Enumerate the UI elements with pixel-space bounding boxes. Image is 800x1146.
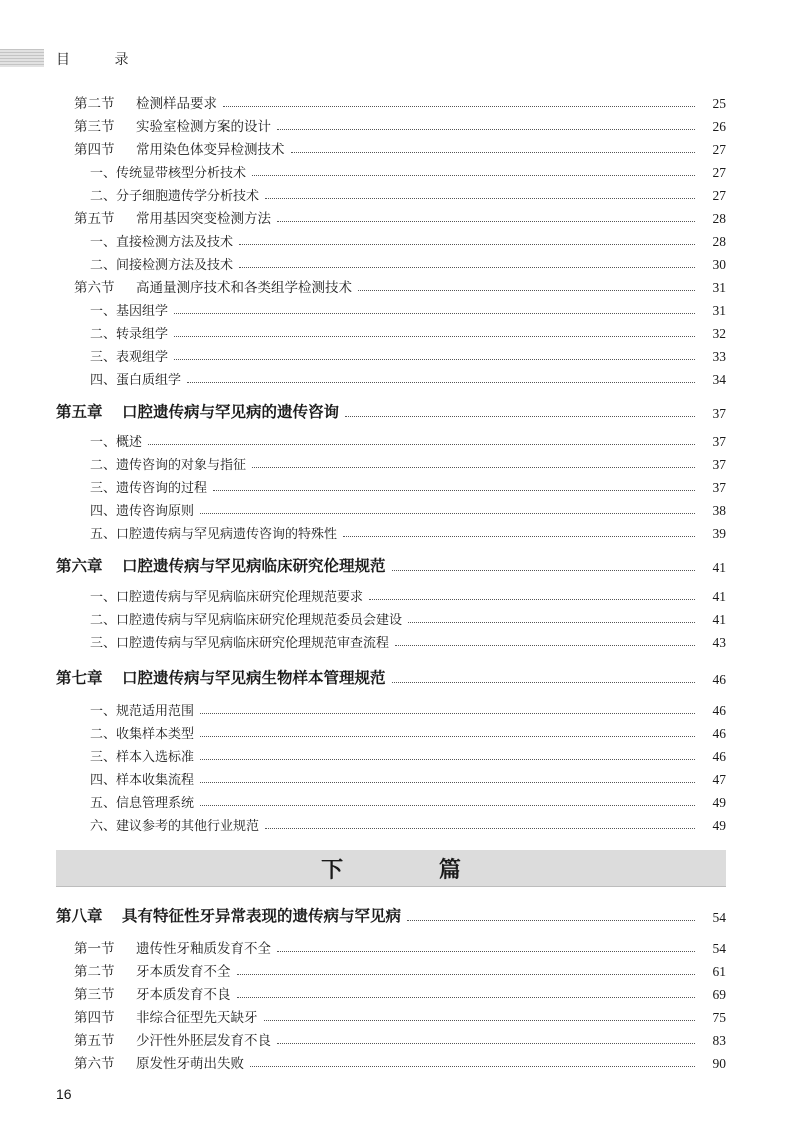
toc-entry-label — [0, 815, 259, 834]
toc-entry-label — [0, 554, 386, 576]
toc-entry-sub — [0, 320, 800, 342]
toc-entry-section — [0, 981, 800, 1003]
dot-leader — [148, 443, 695, 445]
toc-entry-section — [0, 136, 800, 158]
toc-entry-title: 一、基因组学 — [90, 304, 169, 319]
dot-leader — [200, 758, 695, 760]
dot-leader — [277, 1042, 695, 1044]
toc-entry-sub — [0, 520, 800, 542]
toc-entry-label — [0, 1029, 271, 1049]
toc-entry-page: 39 — [712, 526, 726, 541]
toc-entry-sub — [0, 428, 800, 450]
toc-entry-title: 牙本质发育不良 — [136, 987, 231, 1003]
toc-entry-label — [0, 207, 271, 227]
dot-leader — [265, 197, 695, 199]
dot-leader — [200, 712, 695, 714]
toc-entry-page: 33 — [712, 349, 726, 364]
dot-leader — [369, 598, 695, 600]
toc-entry-label — [0, 666, 386, 688]
dot-leader — [250, 1065, 695, 1067]
toc-entry-page: 54 — [712, 910, 726, 925]
toc-entry-label — [0, 792, 194, 811]
toc-entry-title: 一、概述 — [90, 435, 143, 450]
toc-entry-title: 常用染色体变异检测技术 — [136, 142, 285, 158]
toc-entry-page: 90 — [712, 1056, 726, 1071]
dot-leader — [174, 358, 695, 360]
toc-entry-sub — [0, 497, 800, 519]
header-title: 目 录 — [56, 52, 149, 68]
toc-entry-page: 32 — [712, 326, 726, 341]
toc-entry-sub — [0, 474, 800, 496]
dot-leader — [174, 335, 695, 337]
toc-entry-page: 46 — [712, 749, 726, 764]
toc-entry-page: 28 — [712, 211, 726, 226]
dot-leader — [345, 415, 695, 417]
toc-entry-title: 五、信息管理系统 — [90, 796, 195, 811]
toc-entry-page: 38 — [712, 503, 726, 518]
toc-entry-page: 27 — [712, 188, 726, 203]
toc-entry-label — [0, 769, 194, 788]
toc-entry-label — [0, 185, 259, 204]
toc-entry-label — [0, 400, 339, 422]
toc-entry-title: 常用基因突变检测方法 — [136, 211, 271, 227]
dot-leader — [277, 128, 695, 130]
toc-entry-number: 第一节 — [74, 941, 115, 957]
toc-entry-sub — [0, 182, 800, 204]
toc-entry-section — [0, 113, 800, 135]
toc-entry-label — [0, 346, 168, 365]
toc-entry-sub — [0, 789, 800, 811]
toc-entry-title: 三、口腔遗传病与罕见病临床研究伦理规范审查流程 — [90, 636, 390, 651]
toc-entry-label — [0, 723, 194, 742]
dot-leader — [252, 174, 695, 176]
toc-entry-sub — [0, 251, 800, 273]
dot-leader — [277, 220, 695, 222]
toc-entry-section — [0, 1027, 800, 1049]
toc-entry-title: 五、口腔遗传病与罕见病遗传咨询的特殊性 — [90, 527, 338, 542]
toc-entry-section — [0, 935, 800, 957]
toc-entry-label — [0, 477, 207, 496]
toc-entry-sub — [0, 629, 800, 651]
toc-entry-title: 二、间接检测方法及技术 — [90, 258, 234, 273]
toc-entry-sub — [0, 766, 800, 788]
toc-entry-page: 37 — [712, 457, 726, 472]
dot-leader — [291, 151, 696, 153]
dot-leader — [265, 827, 695, 829]
toc-entry-label — [0, 960, 231, 980]
toc-entry-number: 第二节 — [74, 96, 115, 112]
toc-entry-sub — [0, 720, 800, 742]
toc-entry-label — [0, 609, 402, 628]
toc-entry-label — [0, 586, 363, 605]
dot-leader — [200, 781, 695, 783]
toc-entry-page: 27 — [712, 165, 726, 180]
dot-leader — [395, 644, 695, 646]
toc-entry-title: 遗传性牙釉质发育不全 — [136, 941, 271, 957]
toc-entry-sub — [0, 606, 800, 628]
toc-entry-sub — [0, 812, 800, 834]
dot-leader — [223, 105, 695, 107]
toc-entry-chapter — [0, 396, 800, 422]
toc-entry-chapter — [0, 662, 800, 688]
toc-entry-page: 41 — [712, 560, 726, 575]
toc-entry-page: 25 — [712, 96, 726, 111]
toc-entry-label — [0, 138, 285, 158]
toc-entry-number: 第五章 — [56, 402, 103, 421]
toc-entry-title: 二、转录组学 — [90, 327, 169, 342]
toc-entry-page: 31 — [712, 303, 726, 318]
toc-entry-page: 27 — [712, 142, 726, 157]
toc-entry-number: 第三节 — [74, 119, 115, 135]
toc-entry-page: 26 — [712, 119, 726, 134]
toc-entry-section — [0, 90, 800, 112]
toc-entry-label — [0, 1052, 244, 1072]
page-number: 16 — [56, 1086, 72, 1102]
toc-entry-page: 83 — [712, 1033, 726, 1048]
dot-leader — [408, 621, 695, 623]
toc-entry-page: 47 — [712, 772, 726, 787]
toc-entry-title: 具有特征性牙异常表现的遗传病与罕见病 — [122, 906, 402, 925]
dot-leader — [174, 312, 695, 314]
toc-entry-label — [0, 500, 194, 519]
toc-entry-label — [0, 276, 352, 296]
toc-entry-section — [0, 274, 800, 296]
toc-entry-page: 41 — [712, 589, 726, 604]
toc-entry-label — [0, 746, 194, 765]
toc-entry-number: 第六章 — [56, 556, 103, 575]
toc-entry-page: 43 — [712, 635, 726, 650]
toc-entry-title: 原发性牙萌出失败 — [136, 1056, 244, 1072]
toc-entry-page: 54 — [712, 941, 726, 956]
toc-entry-sub — [0, 743, 800, 765]
toc-entry-page: 75 — [712, 1010, 726, 1025]
dot-leader — [343, 535, 695, 537]
toc-entry-page: 69 — [712, 987, 726, 1002]
toc-entry-number: 第二节 — [74, 964, 115, 980]
toc-entry-page: 37 — [712, 406, 726, 421]
toc-entry-title: 一、口腔遗传病与罕见病临床研究伦理规范要求 — [90, 590, 364, 605]
toc-entry-title: 六、建议参考的其他行业规范 — [90, 819, 260, 834]
toc-entry-title: 一、传统显带核型分析技术 — [90, 166, 247, 181]
toc-entry-label — [0, 300, 168, 319]
dot-leader — [239, 243, 695, 245]
toc-entry-title: 牙本质发育不全 — [136, 964, 231, 980]
toc-entry-label — [0, 92, 217, 112]
dot-leader — [239, 266, 695, 268]
toc-entry-page: 46 — [712, 703, 726, 718]
toc-entry-page: 61 — [712, 964, 726, 979]
dot-leader — [237, 996, 696, 998]
toc-entry-number: 第五节 — [74, 1033, 115, 1049]
toc-entry-title: 二、收集样本类型 — [90, 727, 195, 742]
toc-entry-sub — [0, 366, 800, 388]
toc-entry-title: 四、样本收集流程 — [90, 773, 195, 788]
toc-entry-number: 第四节 — [74, 1010, 115, 1026]
toc-entry-page: 30 — [712, 257, 726, 272]
toc-entry-title: 口腔遗传病与罕见病生物样本管理规范 — [122, 668, 386, 687]
toc-entry-title: 非综合征型先天缺牙 — [136, 1010, 258, 1026]
toc-entry-number: 第八章 — [56, 906, 103, 925]
part-banner — [56, 850, 726, 887]
toc-entry-label — [0, 632, 389, 651]
toc-entry-sub — [0, 228, 800, 250]
toc-entry-title: 口腔遗传病与罕见病的遗传咨询 — [122, 402, 340, 421]
toc-entry-label — [0, 523, 337, 542]
toc-entry-label — [0, 323, 168, 342]
dot-leader — [358, 289, 695, 291]
toc-entry-label — [0, 937, 271, 957]
toc-entry-title: 一、直接检测方法及技术 — [90, 235, 234, 250]
toc-entry-sub — [0, 451, 800, 473]
toc-entry-title: 三、样本入选标准 — [90, 750, 195, 765]
toc-entry-section — [0, 1050, 800, 1072]
toc-entry-sub — [0, 583, 800, 605]
toc-entry-label — [0, 162, 246, 181]
toc-entry-title: 三、表观组学 — [90, 350, 169, 365]
toc-entry-label — [0, 983, 231, 1003]
toc-entry-section — [0, 1004, 800, 1026]
toc-entry-label — [0, 254, 233, 273]
toc-entry-title: 二、遗传咨询的对象与指征 — [90, 458, 247, 473]
toc-entry-number: 第七章 — [56, 668, 103, 687]
toc-entry-label — [0, 115, 271, 135]
toc-entry-title: 高通量测序技术和各类组学检测技术 — [136, 280, 352, 296]
dot-leader — [213, 489, 695, 491]
toc-entry-page: 31 — [712, 280, 726, 295]
toc-entry-label — [0, 231, 233, 250]
toc-entry-page: 49 — [712, 818, 726, 833]
toc-entry-sub — [0, 697, 800, 719]
toc-entry-chapter — [0, 550, 800, 576]
toc-entry-title: 四、蛋白质组学 — [90, 373, 182, 388]
toc-entry-page: 41 — [712, 612, 726, 627]
dot-leader — [237, 973, 696, 975]
toc-entry-title: 少汗性外胚层发育不良 — [136, 1033, 271, 1049]
toc-entry-title: 一、规范适用范围 — [90, 704, 195, 719]
toc-entry-label — [0, 454, 246, 473]
toc-entry-sub — [0, 159, 800, 181]
toc-entry-number: 第六节 — [74, 1056, 115, 1072]
dot-leader — [392, 569, 695, 571]
toc-entry-chapter — [0, 900, 800, 926]
toc-entry-title: 实验室检测方案的设计 — [136, 119, 271, 135]
toc-entry-number: 第三节 — [74, 987, 115, 1003]
toc-entry-page: 46 — [712, 726, 726, 741]
toc-entry-title: 口腔遗传病与罕见病临床研究伦理规范 — [122, 556, 386, 575]
toc-entry-page: 46 — [712, 672, 726, 687]
part-title: 下 篇 — [321, 857, 505, 883]
toc-entry-page: 37 — [712, 480, 726, 495]
toc-entry-section — [0, 205, 800, 227]
dot-leader — [200, 804, 695, 806]
toc-entry-page: 34 — [712, 372, 726, 387]
dot-leader — [187, 381, 695, 383]
toc-entry-label — [0, 904, 401, 926]
toc-entry-label — [0, 700, 194, 719]
toc-entry-number: 第五节 — [74, 211, 115, 227]
toc-entry-number: 第六节 — [74, 280, 115, 296]
dot-leader — [200, 512, 695, 514]
toc-entry-number: 第四节 — [74, 142, 115, 158]
toc-entry-page: 37 — [712, 434, 726, 449]
toc-entry-label — [0, 431, 142, 450]
dot-leader — [252, 466, 695, 468]
toc-entry-label — [0, 369, 181, 388]
toc-entry-section — [0, 958, 800, 980]
dot-leader — [200, 735, 695, 737]
toc-entry-title: 四、遗传咨询原则 — [90, 504, 195, 519]
dot-leader — [392, 681, 695, 683]
toc-entry-title: 检测样品要求 — [136, 96, 217, 112]
dot-leader — [407, 919, 695, 921]
dot-leader — [264, 1019, 696, 1021]
toc-entry-page: 49 — [712, 795, 726, 810]
toc-entry-title: 三、遗传咨询的过程 — [90, 481, 208, 496]
toc-entry-sub — [0, 343, 800, 365]
dot-leader — [277, 950, 695, 952]
toc-entry-title: 二、口腔遗传病与罕见病临床研究伦理规范委员会建设 — [90, 613, 403, 628]
toc-entry-sub — [0, 297, 800, 319]
toc-entry-label — [0, 1006, 258, 1026]
toc-entry-title: 二、分子细胞遗传学分析技术 — [90, 189, 260, 204]
toc-entry-page: 28 — [712, 234, 726, 249]
